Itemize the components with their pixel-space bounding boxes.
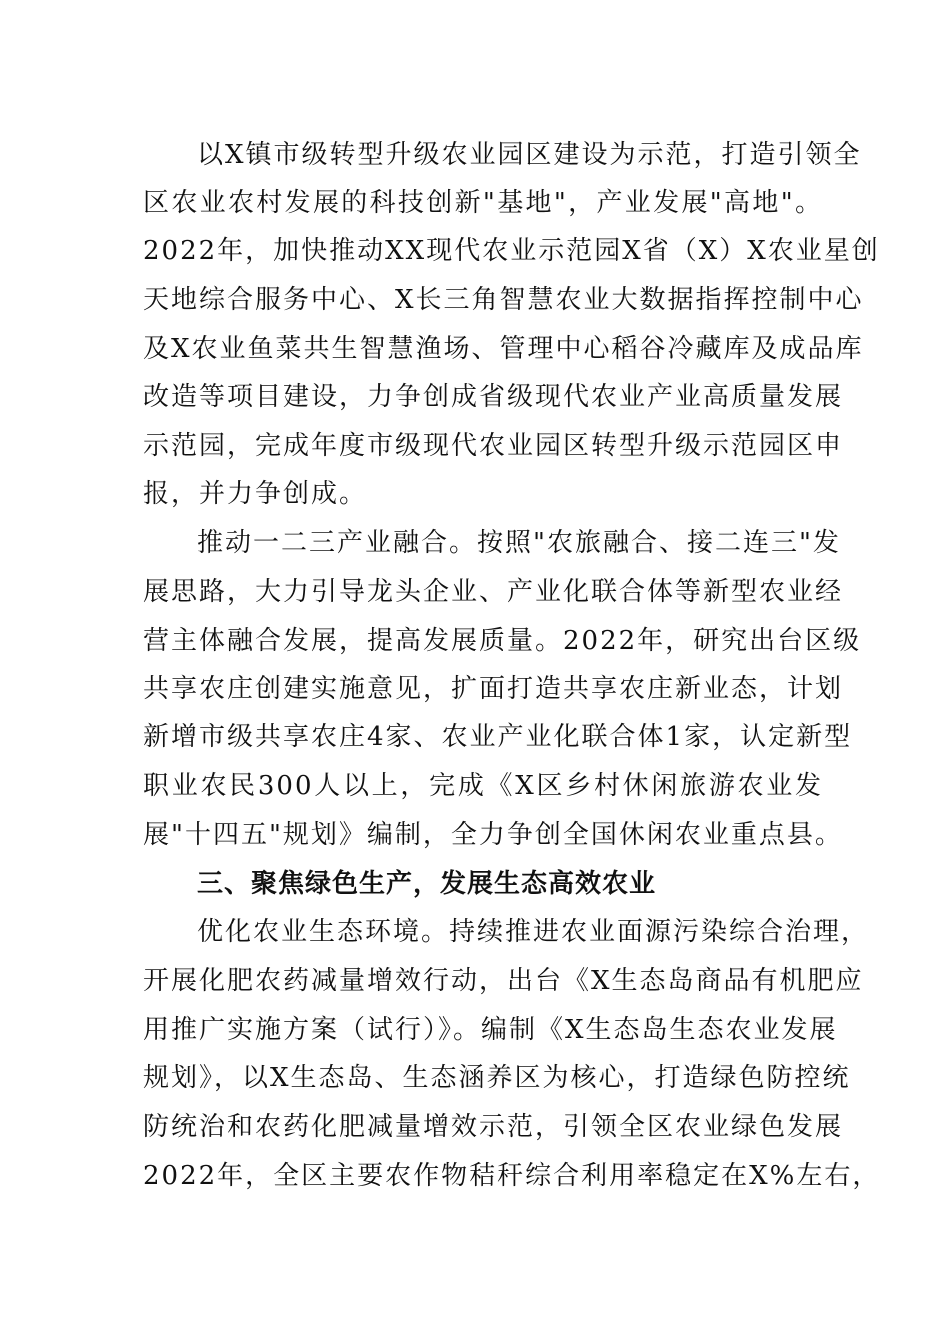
- paragraph-2-line-6: 职业农民300人以上，完成《X区乡村休闲旅游农业发: [143, 771, 823, 801]
- paragraph-2-line-4: 共享农庄创建实施意见，扩面打造共享农庄新业态，计划: [143, 674, 844, 704]
- paragraph-2-line-5: 新增市级共享农庄4家、农业产业化联合体1家，认定新型: [143, 722, 853, 752]
- paragraph-1-line-5: 及X农业鱼菜共生智慧渔场、管理中心稻谷冷藏库及成品库: [143, 334, 864, 364]
- paragraph-3-line-3: 用推广实施方案（试行）》。编制《X生态岛生态农业发展: [143, 1015, 838, 1045]
- paragraph-2-line-2: 展思路，大力引导龙头企业、产业化联合体等新型农业经: [143, 577, 844, 607]
- paragraph-2-line-7: 展"十四五"规划》编制，全力争创全国休闲农业重点县。: [143, 820, 843, 850]
- paragraph-2-line-3: 营主体融合发展，提高发展质量。2022年，研究出台区级: [143, 626, 862, 656]
- paragraph-1-line-4: 天地综合服务中心、X长三角智慧农业大数据指挥控制中心: [143, 285, 864, 315]
- paragraph-1-line-1: 以X镇市级转型升级农业园区建设为示范，打造引领全: [197, 140, 862, 170]
- paragraph-1-line-2: 区农业农村发展的科技创新"基地"，产业发展"高地"。: [143, 188, 823, 218]
- paragraph-3-line-2: 开展化肥农药减量增效行动，出台《X生态岛商品有机肥应: [143, 966, 864, 996]
- paragraph-1-line-3: 2022年，加快推动XX现代农业示范园X省（X）X农业星创: [143, 236, 880, 266]
- paragraph-3-line-5: 防统治和农药化肥减量增效示范，引领全区农业绿色发展: [143, 1112, 844, 1142]
- paragraph-3-line-1: 优化农业生态环境。持续推进农业面源污染综合治理，: [197, 917, 870, 947]
- paragraph-3-line-4: 规划》，以X生态岛、生态涵养区为核心，打造绿色防控统: [143, 1063, 851, 1093]
- paragraph-3-line-6: 2022年，全区主要农作物秸秆综合利用率稳定在X%左右，: [143, 1161, 881, 1191]
- paragraph-1-line-7: 示范园，完成年度市级现代农业园区转型升级示范园区申: [143, 431, 844, 461]
- section-heading: 三、聚焦绿色生产，发展生态高效农业: [197, 869, 657, 899]
- paragraph-1-line-8: 报，并力争创成。: [143, 479, 368, 509]
- paragraph-1-line-6: 改造等项目建设，力争创成省级现代农业产业高质量发展: [143, 382, 844, 412]
- paragraph-2-line-1: 推动一二三产业融合。按照"农旅融合、接二连三"发: [197, 528, 841, 558]
